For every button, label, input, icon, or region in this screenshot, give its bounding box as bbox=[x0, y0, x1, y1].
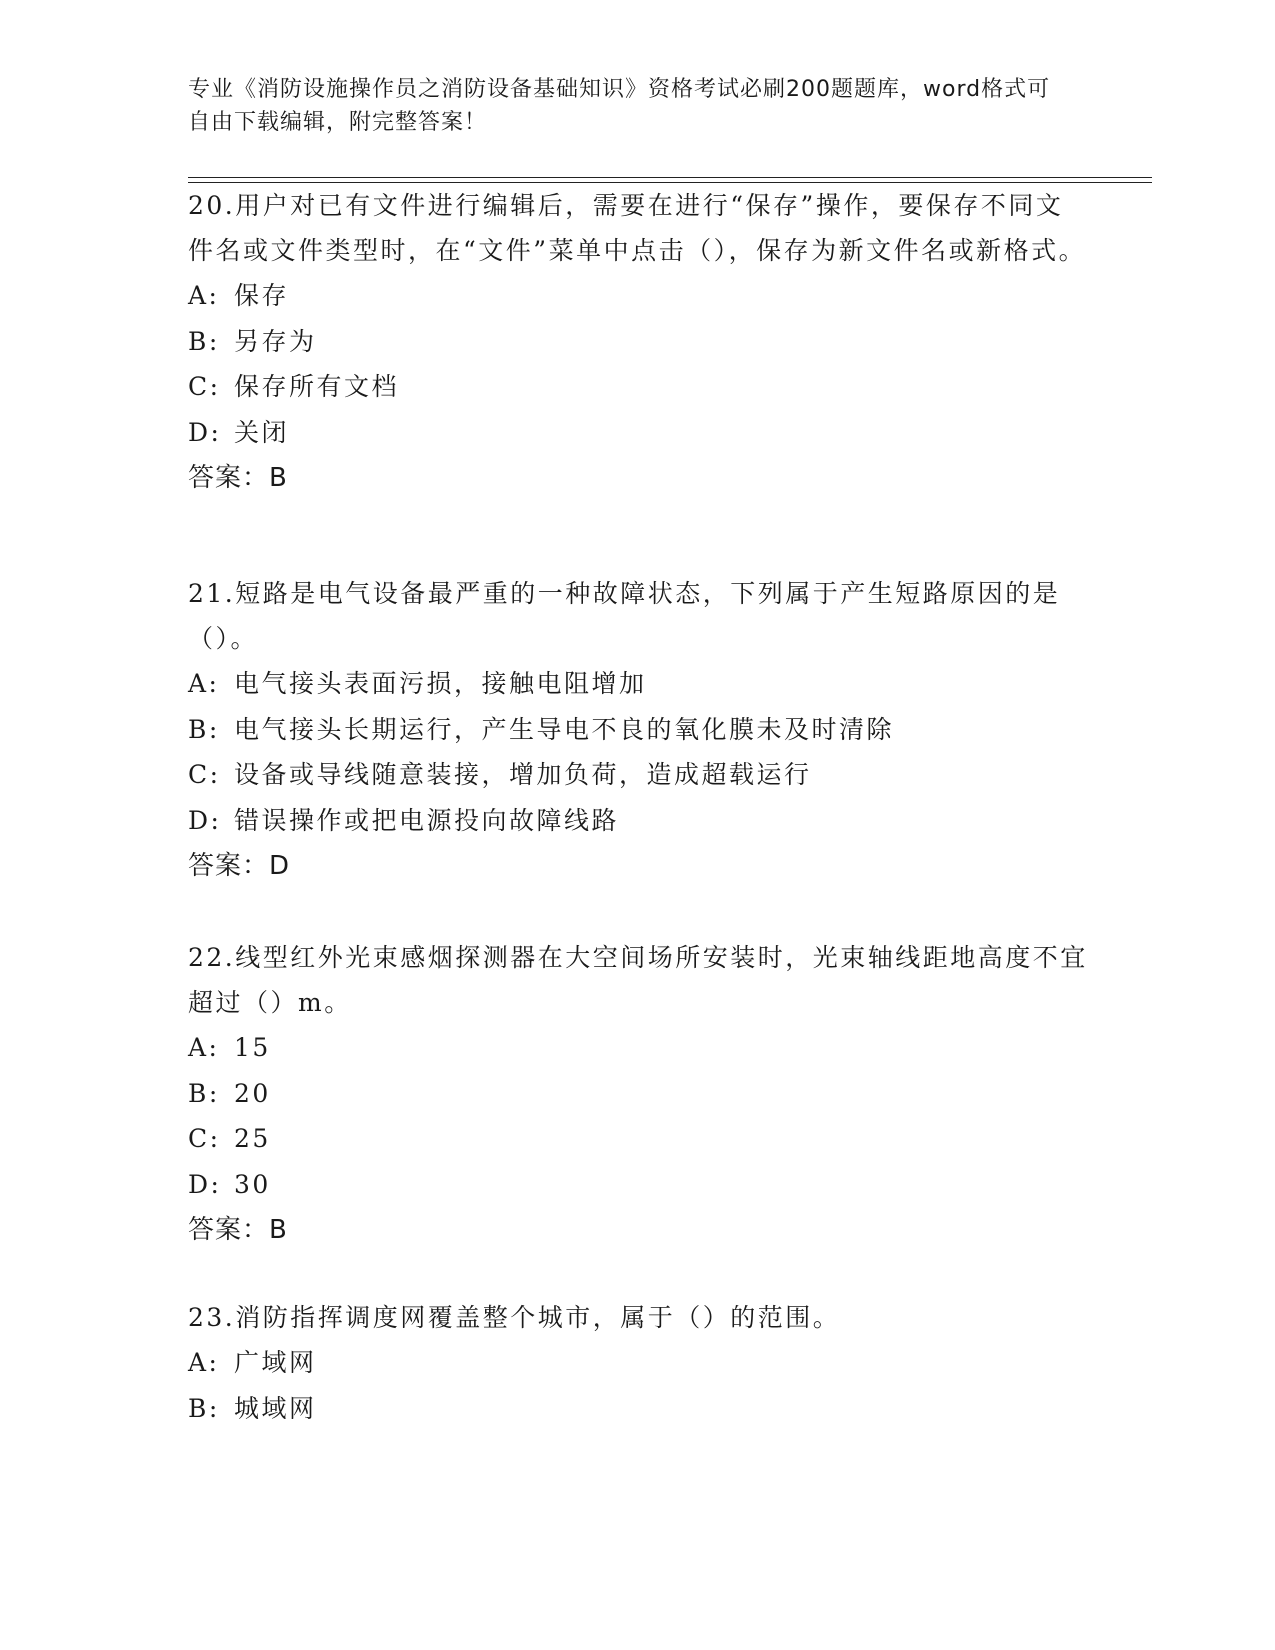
option-d bbox=[188, 410, 1088, 456]
option-b bbox=[188, 319, 1088, 365]
option-b bbox=[188, 1386, 1088, 1432]
option-text: 错误操作或把电源投向故障线路 bbox=[234, 805, 620, 835]
document-header: 专业《消防设施操作员之消防设备基础知识》资格考试必刷200题题库，word格式可自由下载编辑，附完整答案！ bbox=[188, 77, 1051, 135]
option-text: 保存所有文档 bbox=[234, 372, 400, 401]
option-letter: A: bbox=[188, 1033, 220, 1062]
question-text: 22.线型红外光束感烟探测器在大空间场所安装时，光束轴线距地高度不宜超过（）m。 bbox=[188, 943, 1088, 1017]
answer-label: 答案：B bbox=[188, 463, 288, 493]
option-text: 关闭 bbox=[234, 417, 290, 447]
question-22 bbox=[188, 935, 1088, 1253]
question-text: 20.用户对已有文件进行编辑后，需要在进行“保存”操作，要保存不同文件名或文件类型时，在“文件”菜单中点击（），保存为新文件名或新格式。 bbox=[188, 191, 1087, 265]
option-b bbox=[188, 707, 1088, 753]
option-text: 广域网 bbox=[234, 1348, 317, 1377]
option-letter: D: bbox=[188, 417, 222, 447]
option-d bbox=[188, 798, 1088, 844]
option-text: 20 bbox=[234, 1078, 271, 1108]
option-d bbox=[188, 1162, 1088, 1208]
question-21 bbox=[188, 571, 1088, 889]
option-c bbox=[188, 1116, 1088, 1162]
answer-label: 答案：B bbox=[188, 1215, 288, 1245]
option-text: 30 bbox=[234, 1169, 271, 1199]
question-text: 23.消防指挥调度网覆盖整个城市，属于（）的范围。 bbox=[188, 1303, 841, 1332]
question-23 bbox=[188, 1295, 1088, 1431]
option-text: 保存 bbox=[234, 281, 290, 310]
header-divider-top bbox=[188, 177, 1152, 178]
option-text: 另存为 bbox=[234, 326, 317, 356]
option-c bbox=[188, 364, 1088, 410]
option-c bbox=[188, 752, 1088, 798]
option-a bbox=[188, 273, 1088, 319]
option-letter: B: bbox=[188, 1078, 220, 1108]
option-letter: B: bbox=[188, 326, 220, 356]
option-letter: C: bbox=[188, 1124, 221, 1153]
option-letter: B: bbox=[188, 1393, 220, 1423]
option-text: 电气接头长期运行，产生导电不良的氧化膜未及时清除 bbox=[234, 714, 895, 744]
option-text: 城域网 bbox=[234, 1393, 317, 1423]
option-letter: A: bbox=[188, 281, 220, 310]
option-letter: C: bbox=[188, 760, 221, 789]
option-letter: A: bbox=[188, 669, 220, 698]
option-text: 15 bbox=[234, 1033, 271, 1062]
option-letter: B: bbox=[188, 714, 220, 744]
option-text: 设备或导线随意装接，增加负荷，造成超载运行 bbox=[234, 760, 812, 789]
option-text: 电气接头表面污损，接触电阻增加 bbox=[234, 669, 647, 698]
option-b bbox=[188, 1071, 1088, 1117]
option-a bbox=[188, 661, 1088, 707]
answer-label: 答案：D bbox=[188, 851, 291, 881]
option-a bbox=[188, 1340, 1088, 1386]
option-letter: D: bbox=[188, 805, 222, 835]
option-letter: A: bbox=[188, 1348, 220, 1377]
option-letter: C: bbox=[188, 372, 221, 401]
question-text: 21.短路是电气设备最严重的一种故障状态，下列属于产生短路原因的是（）。 bbox=[188, 579, 1061, 653]
option-text: 25 bbox=[234, 1124, 271, 1153]
question-20 bbox=[188, 183, 1088, 501]
option-letter: D: bbox=[188, 1169, 222, 1199]
option-a bbox=[188, 1025, 1088, 1071]
